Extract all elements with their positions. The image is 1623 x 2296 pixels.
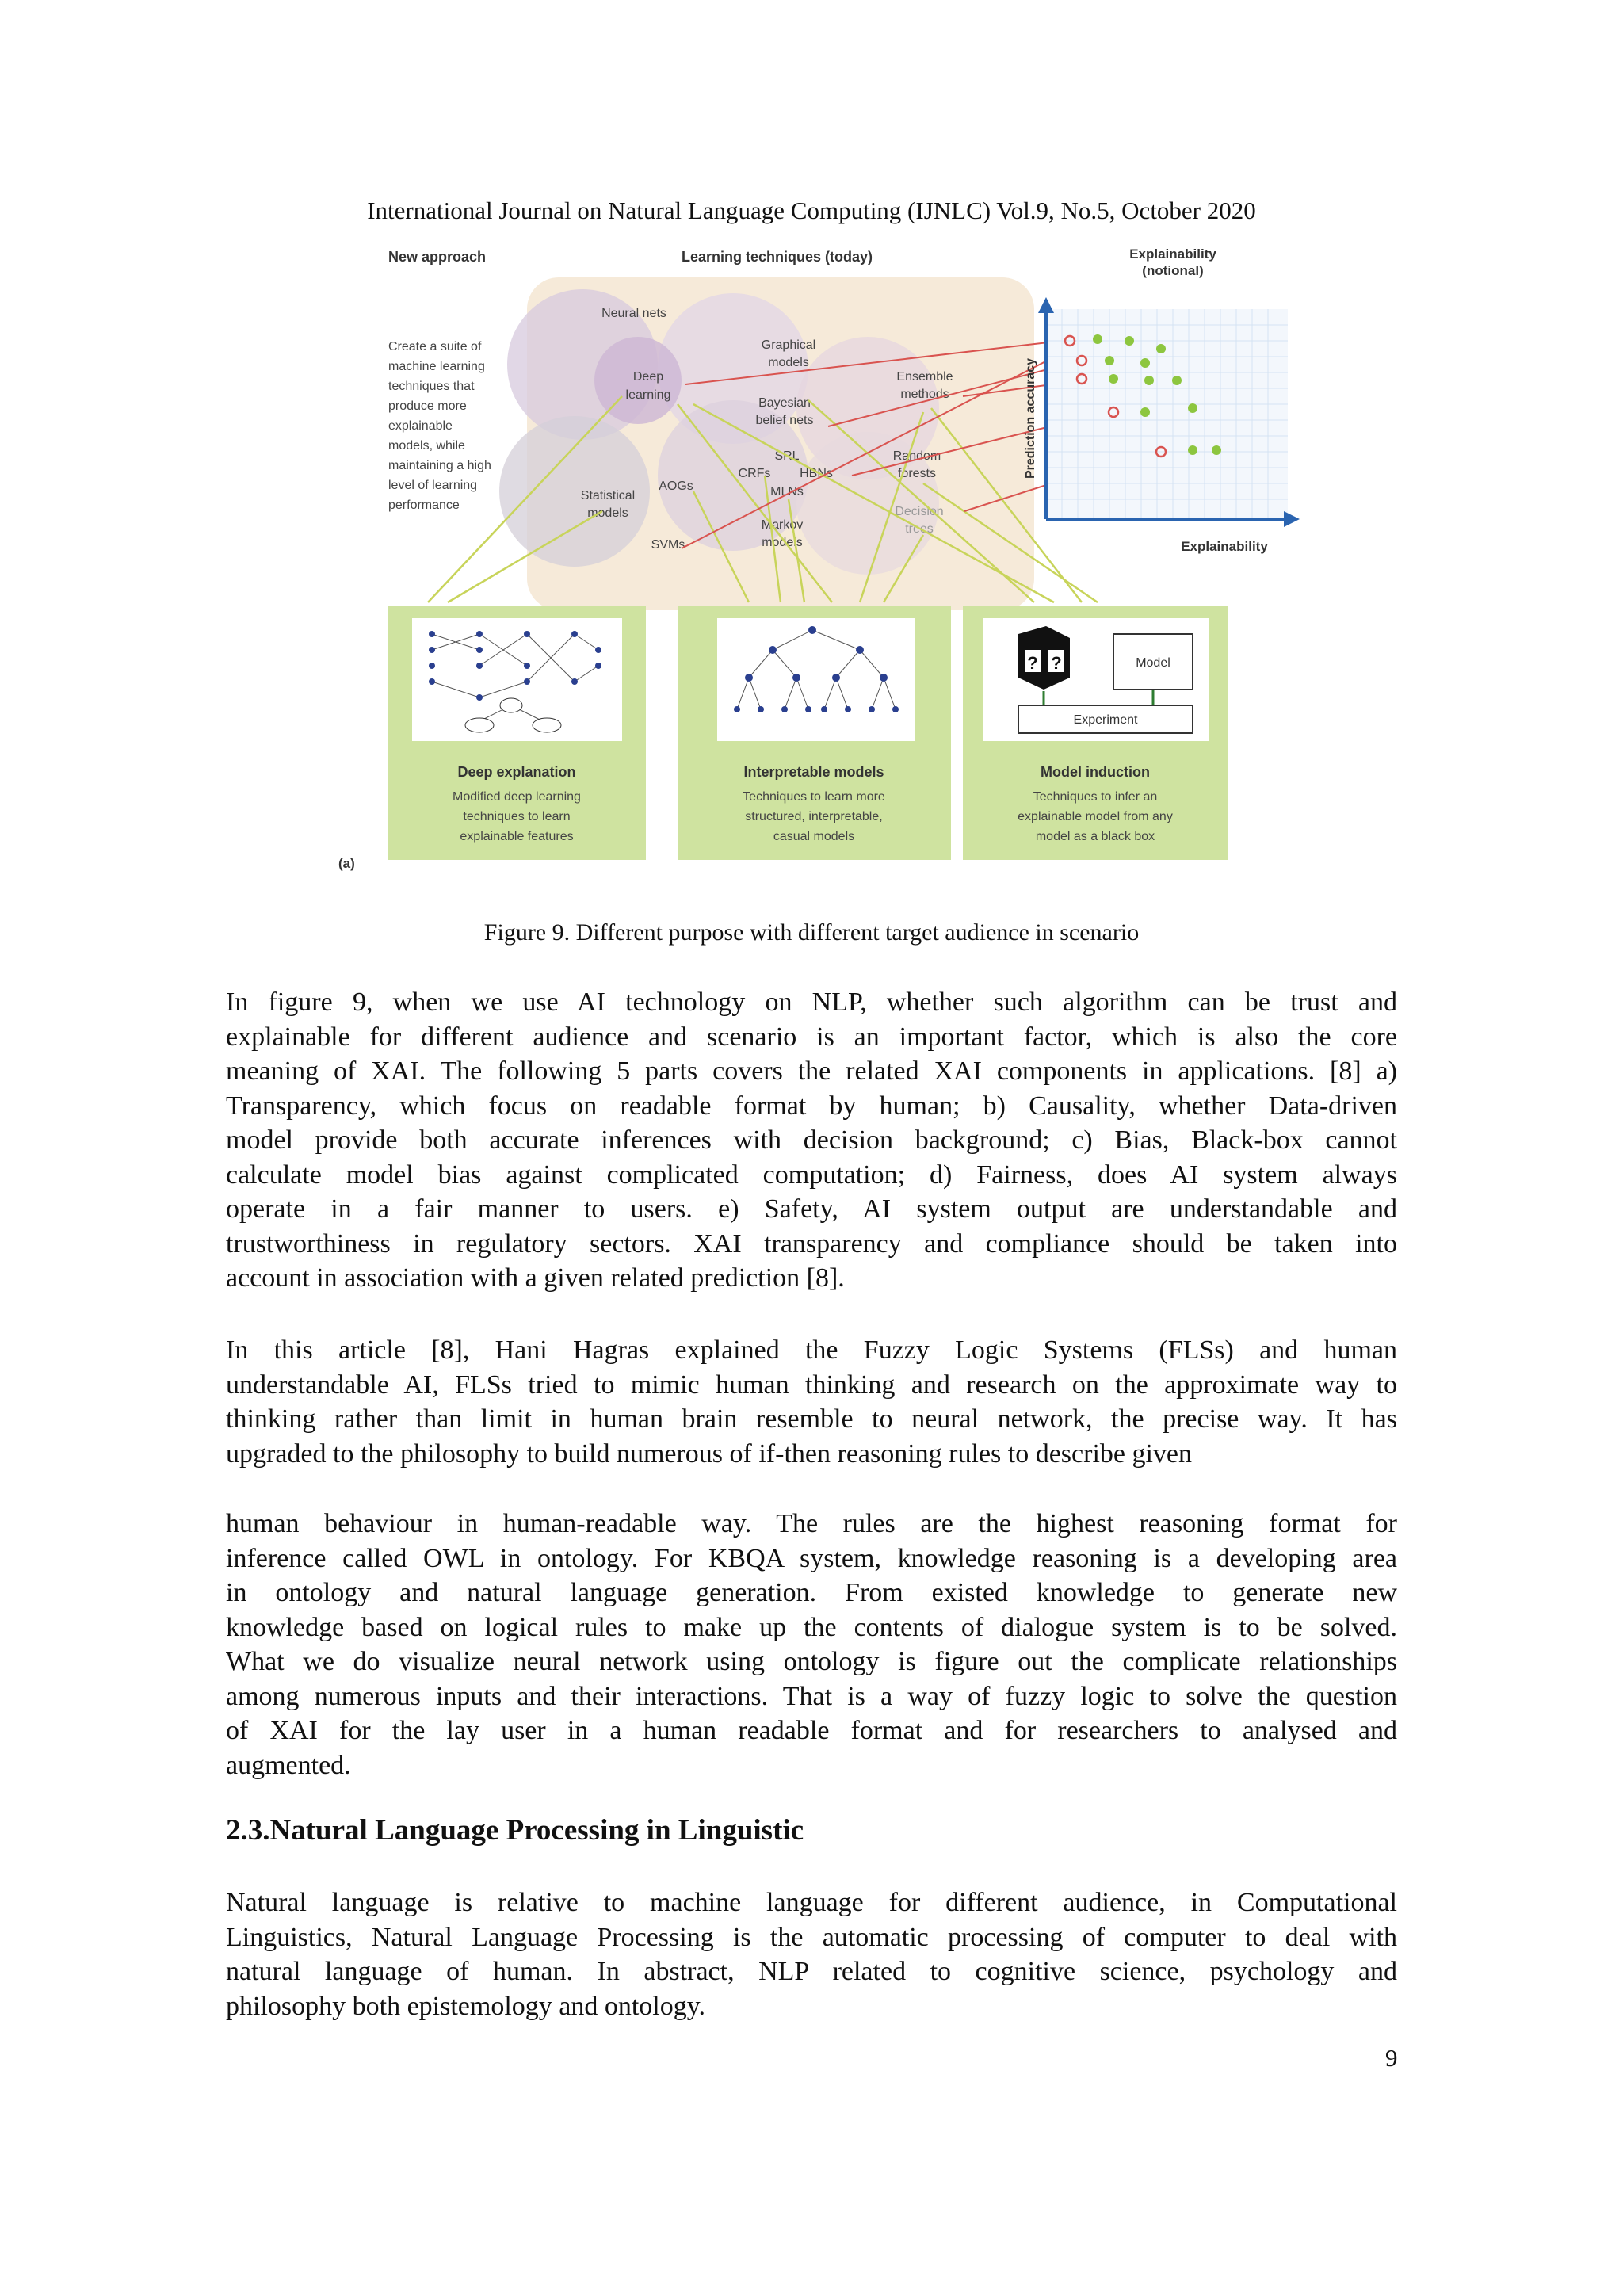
label-belief-nets: belief nets [755, 414, 814, 427]
model-box-label: Model [1136, 656, 1170, 670]
label-aogs: AOGs [659, 479, 693, 493]
text-line: thinking rather than limit in human brain resemble to neural network, the precise way. It has [226, 1404, 1397, 1434]
panel-desc-line: casual models [773, 830, 855, 843]
desc-line: maintaining a high [388, 459, 491, 472]
panel-desc-line: explainable features [460, 830, 574, 843]
running-header: International Journal on Natural Language Computing (IJNLC) Vol.9, No.5, October 2020 [367, 197, 1256, 224]
paragraph-1 [226, 985, 1397, 1296]
desc-line: models, while [388, 439, 465, 453]
text-line: natural language of human. In abstract, NLP related to cognitive science, psychology and [226, 1957, 1397, 1986]
label-srl: SRL [774, 449, 800, 463]
panel-title: Model induction [1041, 764, 1150, 780]
desc-line: Create a suite of [388, 340, 482, 353]
panel-desc-line: explainable model from any [1018, 810, 1173, 823]
node-ellipse [465, 718, 494, 732]
panel-interpretable-models [678, 606, 951, 860]
panel-image [412, 618, 622, 741]
label-graphical: Graphical [761, 338, 816, 352]
text-line: inference called OWL in ontology. For KBQA system, knowledge reasoning is a developing area [226, 1543, 1397, 1573]
label-methods: methods [900, 388, 949, 401]
question-mark-icon: ? [1027, 653, 1038, 673]
label-mlns: MLNs [770, 485, 804, 499]
text-line: human behaviour in human-readable way. The rules are the highest reasoning format for [226, 1509, 1397, 1538]
text-line: philosophy both epistemology and ontology. [226, 1991, 706, 2021]
text-line: In figure 9, when we use AI technology on NLP, whether such algorithm can be trust and [226, 988, 1397, 1017]
fig-heading-new-approach: New approach [388, 249, 487, 265]
figure-caption: Figure 9. Different purpose with different target audience in scenario [483, 919, 1140, 946]
text-line: knowledge based on logical rules to make up the contents of dialogue system is to be solved. [226, 1612, 1397, 1642]
text-line: trustworthiness in regulatory sectors. XAI transparency and compliance should be taken into [226, 1228, 1397, 1259]
paragraph-2 [226, 1333, 1397, 1471]
panel-title: Interpretable models [743, 764, 884, 780]
text-line: of XAI for the lay user in a human readable format and for researchers to analysed and [226, 1716, 1397, 1745]
text-line: upgraded to the philosophy to build numerous of if-then reasoning rules to describe given [226, 1438, 1193, 1469]
section-heading: 2.3.Natural Language Processing in Linguistic [226, 1814, 804, 1847]
label-forests: forests [897, 467, 937, 480]
label-hbns: HBNs [800, 467, 833, 480]
panel-desc-line: techniques to learn [463, 810, 571, 823]
text-line: calculate model bias against complicated computation; d) Fairness, does AI system always [226, 1159, 1397, 1190]
page-number: 9 [1385, 2044, 1398, 2072]
label-learning: learning [625, 388, 671, 402]
text-line: among numerous inputs and their interactions. That is a way of fuzzy logic to solve the question [226, 1681, 1397, 1711]
label-statistical-models: models [587, 506, 628, 520]
fig-heading-learning-techniques: Learning techniques (today) [682, 249, 873, 265]
node-ellipse [533, 718, 561, 732]
text-line: understandable AI, FLSs tried to mimic human thinking and research on the approximate way to [226, 1370, 1397, 1400]
experiment-box-label: Experiment [1073, 713, 1138, 727]
panel-deep-explanation [388, 606, 646, 860]
desc-line: produce more [388, 399, 467, 413]
panel-desc-line: Techniques to learn more [743, 790, 885, 804]
text-line: model provide both accurate inferences with decision background; c) Bias, Black-box cannot [226, 1125, 1397, 1155]
text-line: in ontology and natural language generation. From existed knowledge to generate new [226, 1578, 1397, 1607]
panel-model-induction [963, 606, 1228, 860]
panel-desc-line: Techniques to infer an [1033, 790, 1158, 804]
label-deep: Deep [632, 370, 664, 384]
label-markov: Markov [761, 518, 804, 532]
text-line: What we do visualize neural network using ontology is figure out the complicate relationships [226, 1647, 1397, 1676]
fig-description [388, 340, 491, 512]
text-line: Natural language is relative to machine language for different audience, in Computational [226, 1888, 1397, 1917]
text-line: account in association with a given related prediction [8]. [226, 1263, 845, 1293]
text-line: operate in a fair manner to users. e) Safety, AI system output are understandable and [226, 1194, 1397, 1224]
label-svms: SVMs [651, 538, 685, 552]
node-ellipse [500, 698, 522, 712]
label-ensemble: Ensemble [896, 370, 953, 384]
desc-line: techniques that [388, 380, 475, 393]
x-axis-label: Explainability [1181, 539, 1268, 554]
label-crfs: CRFs [738, 467, 771, 480]
text-line: augmented. [226, 1750, 351, 1780]
desc-line: explainable [388, 419, 453, 433]
label-graphical-models: models [768, 356, 809, 369]
label-decision: Decision [895, 505, 944, 518]
text-line: Transparency, which focus on readable format by human; b) Causality, whether Data-driven [226, 1091, 1397, 1121]
desc-line: performance [388, 499, 460, 512]
label-random: Random [892, 449, 941, 463]
text-line: Linguistics, Natural Language Processing is the automatic processing of computer to deal with [226, 1922, 1397, 1952]
panel-desc-line: model as a black box [1035, 830, 1155, 843]
x-axis-arrow [1284, 511, 1300, 527]
label-neural-nets: Neural nets [601, 307, 666, 320]
label-trees: trees [905, 522, 934, 536]
label-bayesian: Bayesian [758, 396, 811, 410]
question-mark-icon: ? [1051, 653, 1062, 673]
explainability-chart [1024, 297, 1300, 554]
fig-heading-notional: (notional) [1142, 263, 1204, 278]
text-line: In this article [8], Hani Hagras explained the Fuzzy Logic Systems (FLSs) and human [226, 1335, 1397, 1365]
figure-9 [321, 238, 1304, 884]
fig-heading-explainability: Explainability [1129, 246, 1216, 262]
paragraph-4 [226, 1885, 1397, 2023]
y-axis-label: Prediction accuracy [1024, 357, 1037, 479]
panel-label-a: (a) [338, 856, 355, 871]
paragraph-3 [226, 1507, 1397, 1782]
panel-title: Deep explanation [457, 764, 576, 780]
desc-line: machine learning [388, 360, 485, 373]
label-statistical: Statistical [580, 489, 636, 502]
panel-desc-line: Modified deep learning [453, 790, 581, 804]
label-markov-models: models [762, 536, 803, 549]
panel-desc-line: structured, interpretable, [745, 810, 883, 823]
text-line: explainable for different audience and scenario is an important factor, which is also the core [226, 1022, 1397, 1052]
text-line: meaning of XAI. The following 5 parts covers the related XAI components in applications. [8] a) [226, 1056, 1397, 1086]
y-axis-arrow [1038, 297, 1054, 313]
desc-line: level of learning [388, 479, 478, 492]
xai-figure [321, 238, 1304, 884]
